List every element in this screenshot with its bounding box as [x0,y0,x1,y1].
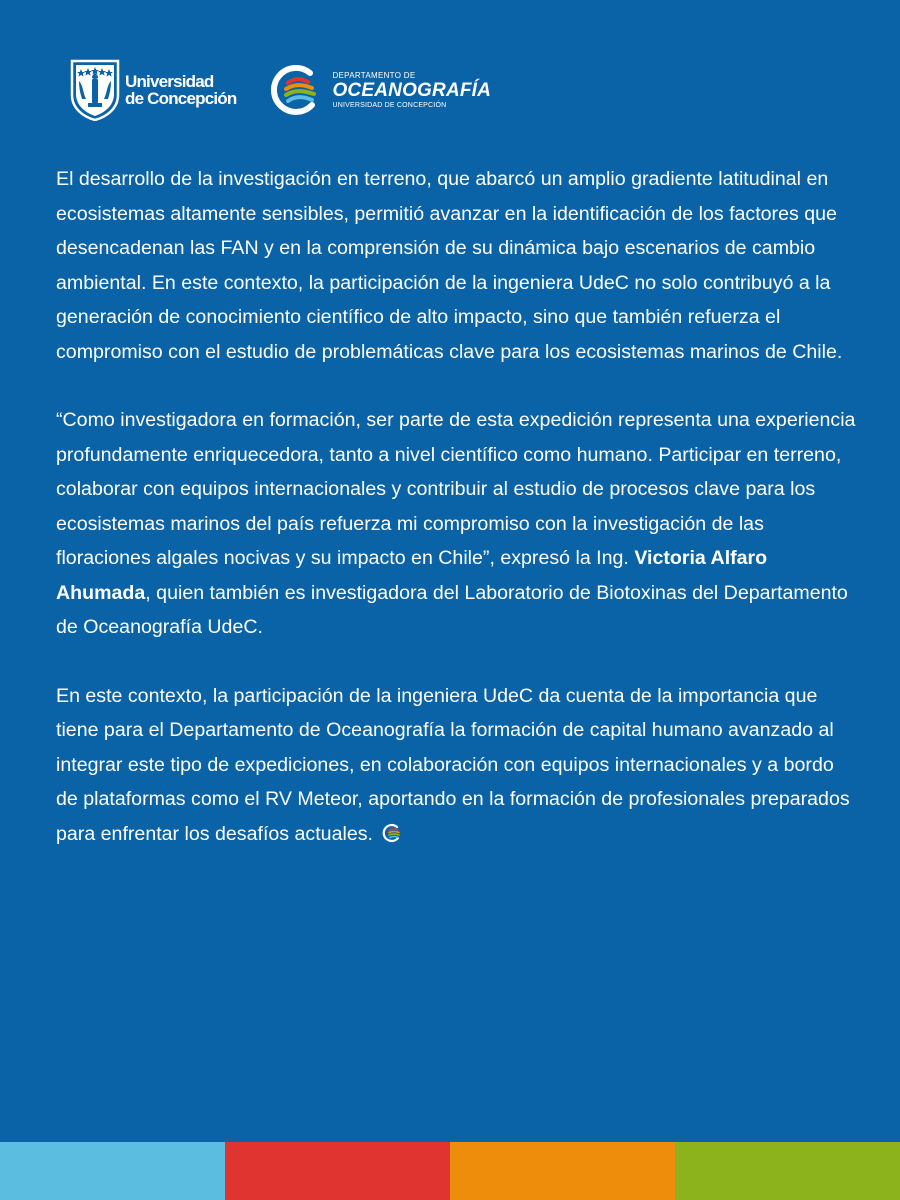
paragraph-1: El desarrollo de la investigación en terreno, que abarcó un amplio gradiente latitudinal en ecosistemas altamente sensibles, permitió avanzar en la identificación de los factores que desencadenan las FAN y en la comprensión de su dinámica bajo escenarios de cambio ambiental. En este contexto, la participación de la ingeniera UdeC no solo contribuyó a la generación de conocimiento científico de alto impacto, sino que también refuerza el compromiso con el estudio de problemáticas clave para los ecosistemas marinos de Chile. [56,168,843,363]
footer-segment-red [225,1142,450,1200]
paragraph-2-tail: , quien también es investigadora del Laboratorio de Biotoxinas del Departamento de Oceanografía UdeC. [56,581,848,638]
footer-segment-green [675,1142,900,1200]
paragraph-2-quote: “Como investigadora en formación, ser parte de esta expedición representa una experiencia profundamente enriquecedora, tanto a nivel científico como humano. Participar en terreno, colaborar con equipos internacionales y contribuir al estudio de procesos clave para los ecosistemas marinos del país refuerza mi compromiso con la investigación de las floraciones algales nocivas y su impacto en Chile”, expresó la Ing. [56,409,856,569]
oceanografia-mini-logo-icon [382,823,402,843]
udec-logo [70,59,236,121]
oceanografia-main-line: OCEANOGRAFÍA [332,79,492,101]
footer-color-bar [0,1142,900,1200]
speaker-name: Victoria Alfaro Ahumada [56,547,768,604]
udec-line2: de Concepción [125,89,237,108]
footer-segment-light-blue [0,1142,225,1200]
oceanografia-logo [268,65,491,115]
oceanografia-top-line: DEPARTAMENTO DE [332,70,416,80]
paragraph-3 [56,679,856,852]
header [70,58,491,122]
paragraph-2 [56,403,856,645]
paragraph-3-text: En este contexto, la participación de la ingeniera UdeC da cuenta de la importancia que tiene para el Departamento de Oceanografía la formación de capital humano avanzado al integrar este tipo de expediciones, en colaboración con equipos internacionales y a bordo de plataformas como el RV Meteor, aportando en la formación de profesionales preparados para enfrentar los desafíos actuales. [56,684,850,845]
oceanografia-bottom-line: UNIVERSIDAD DE CONCEPCIÓN [332,101,447,109]
udec-line1: Universidad [125,72,214,91]
oceanografia-wave-icon [268,65,326,115]
udec-wordmark [125,73,236,107]
udec-shield-icon [70,59,120,121]
oceanografia-wordmark [332,71,491,110]
footer-segment-orange [450,1142,675,1200]
article-body [56,162,856,885]
